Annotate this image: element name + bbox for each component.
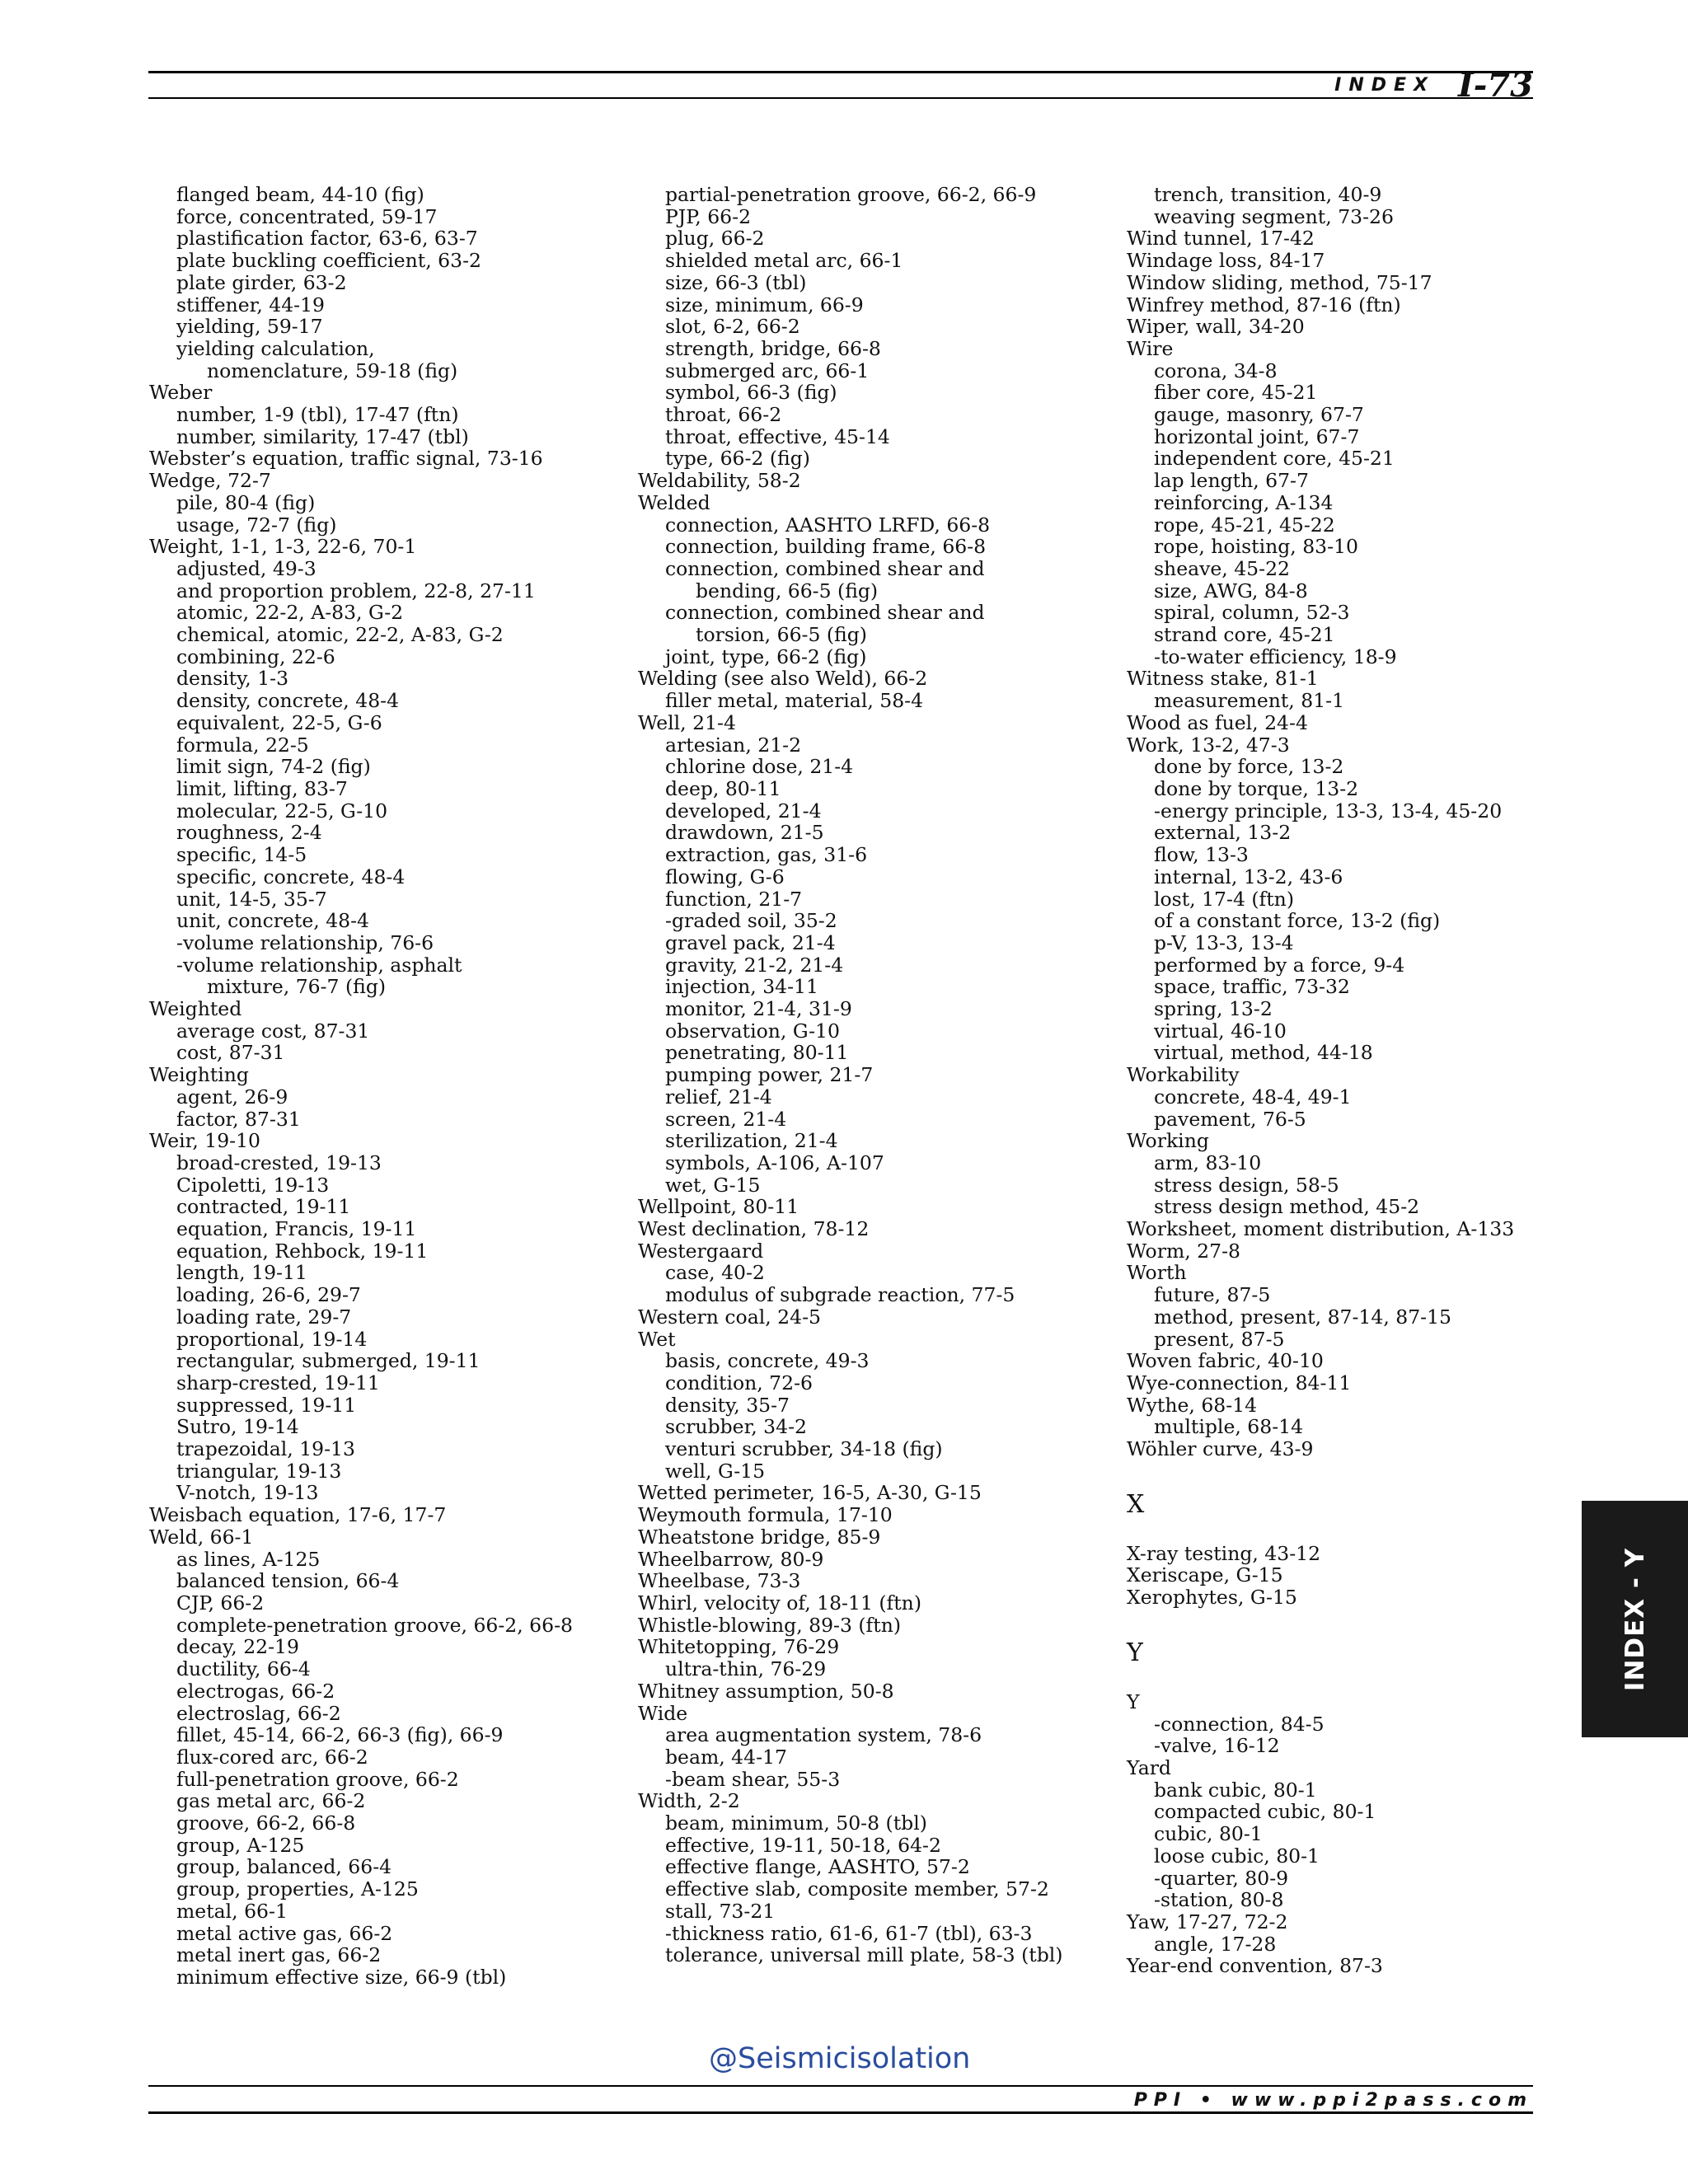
index-subentry: group, A-125 [176, 1833, 305, 1857]
index-subentry: beam, minimum, 50-8 (tbl) [665, 1811, 927, 1835]
index-subentry: -station, 80-8 [1154, 1888, 1284, 1912]
index-subentry: equivalent, 22-5, G-6 [176, 710, 382, 734]
index-section-letter: X [1127, 1489, 1145, 1519]
index-entry: Yaw, 17-27, 72-2 [1127, 1910, 1288, 1933]
index-entry: Whitetopping, 76-29 [638, 1635, 840, 1659]
index-subentry: sterilization, 21-4 [665, 1129, 838, 1153]
footer-publisher: PPI • www.ppi2pass.com [1133, 2089, 1533, 2111]
index-subentry: gravity, 21-2, 21-4 [665, 953, 844, 977]
index-subentry: -quarter, 80-9 [1154, 1866, 1289, 1890]
index-subentry: slot, 6-2, 66-2 [665, 315, 800, 339]
index-entry: Weldability, 58-2 [638, 469, 801, 493]
index-subentry: stress design method, 45-2 [1154, 1195, 1420, 1219]
index-subentry: done by torque, 13-2 [1154, 776, 1359, 800]
index-subentry: size, 66-3 (tbl) [665, 270, 807, 294]
index-subentry: broad-crested, 19-13 [176, 1151, 382, 1174]
index-subentry: loading rate, 29-7 [176, 1305, 352, 1329]
index-entry: Webster’s equation, traffic signal, 73-16 [149, 447, 543, 471]
index-subentry: symbols, A-106, A-107 [665, 1151, 884, 1174]
index-subentry: monitor, 21-4, 31-9 [665, 997, 852, 1021]
index-subentry: limit sign, 74-2 (fig) [176, 755, 371, 779]
index-subentry: internal, 13-2, 43-6 [1154, 865, 1343, 888]
index-subentry: specific, concrete, 48-4 [176, 865, 406, 888]
index-entry: Wire [1127, 336, 1174, 360]
index-entry: Working [1127, 1129, 1209, 1153]
index-subentry: effective flange, AASHTO, 57-2 [665, 1855, 970, 1879]
index-entry: Wheelbarrow, 80-9 [638, 1547, 824, 1571]
index-entry: Westergaard [638, 1239, 764, 1263]
index-subentry: screen, 21-4 [665, 1107, 787, 1131]
index-subentry: flux-cored arc, 66-2 [176, 1745, 368, 1769]
index-subentry: metal, 66-1 [176, 1899, 288, 1923]
index-subentry: sharp-crested, 19-11 [176, 1371, 380, 1394]
index-subentry: external, 13-2 [1154, 821, 1292, 845]
index-subentry: number, similarity, 17-47 (tbl) [176, 424, 469, 448]
index-entry: Y [1127, 1690, 1140, 1713]
index-entry: Xerophytes, G-15 [1127, 1586, 1297, 1610]
index-subentry: effective, 19-11, 50-18, 64-2 [665, 1833, 941, 1857]
running-head [1334, 65, 1533, 105]
index-subentry: ultra-thin, 76-29 [665, 1657, 827, 1681]
index-subentry: multiple, 68-14 [1154, 1415, 1304, 1439]
index-subentry: flanged beam, 44-10 (fig) [176, 183, 424, 206]
index-subentry: function, 21-7 [665, 887, 803, 911]
index-subentry: relief, 21-4 [665, 1085, 772, 1108]
index-subentry: complete-penetration groove, 66-2, 66-8 [176, 1613, 573, 1637]
index-subentry: -beam shear, 55-3 [665, 1767, 841, 1791]
index-subentry: drawdown, 21-5 [665, 821, 824, 845]
index-subentry: stress design, 58-5 [1154, 1173, 1339, 1197]
index-subentry: corona, 34-8 [1154, 359, 1278, 382]
index-subentry: size, minimum, 66-9 [665, 293, 864, 316]
index-subentry: artesian, 21-2 [665, 733, 802, 757]
index-subentry: sheave, 45-22 [1154, 556, 1290, 580]
index-subentry: agent, 26-9 [176, 1085, 288, 1108]
index-subentry: flow, 13-3 [1154, 843, 1249, 867]
index-subentry: spring, 13-2 [1154, 997, 1273, 1021]
section-spacer [1127, 1518, 1613, 1543]
index-entry: Western coal, 24-5 [638, 1305, 821, 1329]
index-subentry: usage, 72-7 (fig) [176, 513, 337, 537]
index-subentry: area augmentation system, 78-6 [665, 1723, 982, 1747]
watermark-text: @Seismicisolation [709, 2042, 971, 2075]
index-subentry: virtual, method, 44-18 [1154, 1041, 1373, 1065]
index-subentry: loading, 26-6, 29-7 [176, 1283, 361, 1307]
index-subentry: group, properties, A-125 [176, 1877, 419, 1901]
index-entry: Wood as fuel, 24-4 [1127, 710, 1308, 734]
section-spacer [1127, 1460, 1613, 1492]
index-subentry: average cost, 87-31 [176, 1019, 370, 1043]
index-subentry: chlorine dose, 21-4 [665, 755, 854, 779]
index-subentry: done by force, 13-2 [1154, 755, 1344, 779]
index-subentry: combining, 22-6 [176, 644, 335, 668]
index-entry: Wide [638, 1701, 688, 1725]
thumb-index-tab[interactable] [1582, 1501, 1688, 1737]
index-subentry: equation, Francis, 19-11 [176, 1217, 417, 1241]
index-subentry: flowing, G-6 [665, 865, 785, 888]
index-subentry: condition, 72-6 [665, 1371, 813, 1394]
index-entry: Wind tunnel, 17-42 [1127, 227, 1315, 251]
index-subentry: pile, 80-4 (fig) [176, 490, 316, 514]
index-subentry: -valve, 16-12 [1154, 1734, 1280, 1758]
index-entry: Work, 13-2, 47-3 [1127, 733, 1290, 757]
index-section-letter: Y [1127, 1638, 1143, 1667]
page-number: I-73 [1458, 65, 1533, 105]
index-subentry: present, 87-5 [1154, 1327, 1285, 1351]
index-subentry: reinforcing, A-134 [1154, 490, 1334, 514]
index-subentry: injection, 34-11 [665, 975, 818, 999]
index-subentry: Sutro, 19-14 [176, 1415, 299, 1439]
index-subentry: -thickness ratio, 61-6, 61-7 (tbl), 63-3 [665, 1921, 1033, 1945]
index-subentry: rope, 45-21, 45-22 [1154, 513, 1335, 537]
index-subentry: V-notch, 19-13 [176, 1481, 319, 1505]
index-subentry: spiral, column, 52-3 [1154, 601, 1350, 625]
index-subentry: virtual, 46-10 [1154, 1019, 1287, 1043]
index-subentry: well, G-15 [665, 1459, 766, 1483]
index-subentry: contracted, 19-11 [176, 1195, 351, 1219]
index-entry: Winfrey method, 87-16 (ftn) [1127, 293, 1401, 316]
index-subentry: joint, type, 66-2 (fig) [665, 644, 867, 668]
index-subentry: factor, 87-31 [176, 1107, 301, 1131]
index-subentry: and proportion problem, 22-8, 27-11 [176, 579, 536, 602]
index-subentry: -connection, 84-5 [1154, 1712, 1325, 1736]
index-entry: Well, 21-4 [638, 710, 736, 734]
index-subentry: observation, G-10 [665, 1019, 840, 1043]
index-subentry: suppressed, 19-11 [176, 1393, 357, 1417]
index-subentry: as lines, A-125 [176, 1547, 321, 1571]
index-subentry: mixture, 76-7 (fig) [207, 975, 387, 999]
index-entry: Wheelbase, 73-3 [638, 1569, 801, 1593]
index-subentry: cubic, 80-1 [1154, 1822, 1263, 1846]
index-subentry: -volume relationship, asphalt [176, 953, 462, 977]
index-subentry: tolerance, universal mill plate, 58-3 (tbl) [665, 1943, 1063, 1967]
index-subentry: unit, concrete, 48-4 [176, 909, 370, 933]
index-subentry: angle, 17-28 [1154, 1932, 1277, 1956]
index-subentry: nomenclature, 59-18 (fig) [207, 359, 458, 382]
index-entry: Wiper, wall, 34-20 [1127, 315, 1305, 339]
index-subentry: limit, lifting, 83-7 [176, 776, 348, 800]
index-subentry: proportional, 19-14 [176, 1327, 368, 1351]
index-subentry: type, 66-2 (fig) [665, 447, 810, 471]
index-subentry: bending, 66-5 (fig) [696, 579, 879, 602]
index-entry: Welded [638, 490, 710, 514]
index-subentry: lost, 17-4 (ftn) [1154, 887, 1294, 911]
index-subentry: partial-penetration groove, 66-2, 66-9 [665, 183, 1037, 206]
index-subentry: strand core, 45-21 [1154, 623, 1335, 647]
index-entry: Wye-connection, 84-11 [1127, 1371, 1352, 1394]
index-subentry: rope, hoisting, 83-10 [1154, 535, 1358, 559]
index-subentry: connection, AASHTO LRFD, 66-8 [665, 513, 991, 537]
index-subentry: rectangular, submerged, 19-11 [176, 1349, 481, 1373]
index-subentry: atomic, 22-2, A-83, G-2 [176, 601, 404, 625]
index-subentry: future, 87-5 [1154, 1283, 1271, 1307]
index-subentry: minimum effective size, 66-9 (tbl) [176, 1965, 507, 1989]
index-subentry: electroslag, 66-2 [176, 1701, 341, 1725]
section-spacer [1127, 1666, 1613, 1691]
index-subentry: scrubber, 34-2 [665, 1415, 807, 1439]
index-subentry: formula, 22-5 [176, 733, 309, 757]
index-subentry: -volume relationship, 76-6 [176, 930, 434, 954]
index-subentry: filler metal, material, 58-4 [665, 689, 924, 713]
index-subentry: torsion, 66-5 (fig) [696, 623, 867, 647]
index-entry: Weymouth formula, 17-10 [638, 1503, 893, 1527]
index-subentry: density, 1-3 [176, 667, 289, 691]
index-entry: Xeriscape, G-15 [1127, 1563, 1283, 1587]
index-subentry: density, concrete, 48-4 [176, 689, 400, 713]
index-subentry: venturi scrubber, 34-18 (fig) [665, 1437, 943, 1461]
index-subentry: of a constant force, 13-2 (fig) [1154, 909, 1441, 933]
index-subentry: yielding calculation, [176, 336, 375, 360]
index-subentry: unit, 14-5, 35-7 [176, 887, 327, 911]
index-subentry: compacted cubic, 80-1 [1154, 1800, 1376, 1824]
index-subentry: ductility, 66-4 [176, 1657, 311, 1681]
index-subentry: developed, 21-4 [665, 799, 822, 823]
index-subentry: metal inert gas, 66-2 [176, 1943, 382, 1967]
footer-rule-bottom [148, 2111, 1533, 2114]
index-entry: Woven fabric, 40-10 [1127, 1349, 1324, 1373]
index-subentry: gas metal arc, 66-2 [176, 1789, 366, 1813]
index-subentry: plug, 66-2 [665, 227, 765, 251]
index-subentry: lap length, 67-7 [1154, 469, 1309, 493]
index-column-1 [149, 184, 635, 1989]
index-subentry: triangular, 19-13 [176, 1459, 342, 1483]
index-subentry: trench, transition, 40-9 [1154, 183, 1382, 206]
index-subentry: independent core, 45-21 [1154, 447, 1395, 471]
index-subentry: shielded metal arc, 66-1 [665, 249, 903, 273]
header-rule-top [148, 71, 1533, 73]
index-subentry: force, concentrated, 59-17 [176, 204, 438, 228]
index-subentry: -to-water efficiency, 18-9 [1154, 644, 1397, 668]
index-subentry: concrete, 48-4, 49-1 [1154, 1085, 1352, 1108]
index-entry: Weld, 66-1 [149, 1525, 254, 1549]
index-entry: Weight, 1-1, 1-3, 22-6, 70-1 [149, 535, 417, 559]
index-entry: Weisbach equation, 17-6, 17-7 [149, 1503, 447, 1527]
index-entry: Wythe, 68-14 [1127, 1393, 1258, 1417]
index-column-3 [1127, 184, 1613, 1977]
index-entry: Wellpoint, 80-11 [638, 1195, 799, 1219]
index-subentry: balanced tension, 66-4 [176, 1569, 400, 1593]
index-subentry: space, traffic, 73-32 [1154, 975, 1350, 999]
index-subentry: fillet, 45-14, 66-2, 66-3 (fig), 66-9 [176, 1723, 504, 1747]
index-entry: Weighted [149, 997, 242, 1021]
index-subentry: metal active gas, 66-2 [176, 1921, 393, 1945]
index-entry: Workability [1127, 1063, 1240, 1087]
index-subentry: full-penetration groove, 66-2 [176, 1767, 459, 1791]
index-subentry: throat, 66-2 [665, 403, 782, 427]
index-entry: Wheatstone bridge, 85-9 [638, 1525, 881, 1549]
index-subentry: connection, combined shear and [665, 601, 985, 625]
index-subentry: horizontal joint, 67-7 [1154, 424, 1360, 448]
index-subentry: throat, effective, 45-14 [665, 424, 890, 448]
index-subentry: adjusted, 49-3 [176, 556, 316, 580]
index-entry: Wöhler curve, 43-9 [1127, 1437, 1314, 1461]
index-subentry: plate girder, 63-2 [176, 270, 347, 294]
index-subentry: symbol, 66-3 (fig) [665, 381, 837, 405]
index-subentry: chemical, atomic, 22-2, A-83, G-2 [176, 623, 504, 647]
index-subentry: length, 19-11 [176, 1261, 307, 1285]
index-subentry: density, 35-7 [665, 1393, 790, 1417]
index-subentry: connection, building frame, 66-8 [665, 535, 987, 559]
index-subentry: Cipoletti, 19-13 [176, 1173, 330, 1197]
index-entry: Whitney assumption, 50-8 [638, 1679, 894, 1703]
index-subentry: method, present, 87-14, 87-15 [1154, 1305, 1452, 1329]
index-entry: X-ray testing, 43-12 [1127, 1541, 1321, 1565]
index-subentry: measurement, 81-1 [1154, 689, 1345, 713]
index-entry: Windage loss, 84-17 [1127, 249, 1325, 273]
index-subentry: gravel pack, 21-4 [665, 930, 836, 954]
index-column-2 [638, 184, 1124, 1966]
index-entry: Wet [638, 1327, 676, 1351]
index-subentry: connection, combined shear and [665, 556, 985, 580]
index-subentry: yielding, 59-17 [176, 315, 323, 339]
index-subentry: trapezoidal, 19-13 [176, 1437, 355, 1461]
index-subentry: equation, Rehbock, 19-11 [176, 1239, 429, 1263]
thumb-tab-label: INDEX - Y [1620, 1547, 1650, 1691]
index-subentry: PJP, 66-2 [665, 204, 752, 228]
index-entry: Whirl, velocity of, 18-11 (ftn) [638, 1591, 921, 1615]
index-subentry: size, AWG, 84-8 [1154, 579, 1308, 602]
index-subentry: CJP, 66-2 [176, 1591, 265, 1615]
index-subentry: performed by a force, 9-4 [1154, 953, 1405, 977]
index-entry: Worth [1127, 1261, 1187, 1285]
index-subentry: bank cubic, 80-1 [1154, 1778, 1317, 1802]
index-subentry: gauge, masonry, 67-7 [1154, 403, 1364, 427]
index-subentry: submerged arc, 66-1 [665, 359, 870, 382]
index-subentry: beam, 44-17 [665, 1745, 787, 1769]
index-entry: Window sliding, method, 75-17 [1127, 270, 1432, 294]
index-subentry: penetrating, 80-11 [665, 1041, 849, 1065]
index-entry: West declination, 78-12 [638, 1217, 870, 1241]
index-subentry: loose cubic, 80-1 [1154, 1844, 1320, 1868]
index-subentry: group, balanced, 66-4 [176, 1855, 392, 1879]
index-entry: Welding (see also Weld), 66-2 [638, 667, 928, 691]
index-subentry: molecular, 22-5, G-10 [176, 799, 388, 823]
index-subentry: plastification factor, 63-6, 63-7 [176, 227, 478, 251]
header-rule-bottom [148, 97, 1533, 99]
index-entry: Year-end convention, 87-3 [1127, 1954, 1383, 1978]
index-subentry: decay, 22-19 [176, 1635, 299, 1659]
index-subentry: arm, 83-10 [1154, 1151, 1262, 1174]
index-entry: Width, 2-2 [638, 1789, 740, 1813]
index-subentry: stall, 73-21 [665, 1899, 776, 1923]
index-subentry: -graded soil, 35-2 [665, 909, 837, 933]
index-subentry: electrogas, 66-2 [176, 1679, 335, 1703]
index-subentry: plate buckling coefficient, 63-2 [176, 249, 481, 273]
index-subentry: -energy principle, 13-3, 13-4, 45-20 [1154, 799, 1503, 823]
index-subentry: weaving segment, 73-26 [1154, 204, 1394, 228]
index-entry: Wedge, 72-7 [149, 469, 271, 493]
index-subentry: cost, 87-31 [176, 1041, 285, 1065]
section-label: INDEX [1334, 74, 1436, 96]
index-subentry: groove, 66-2, 66-8 [176, 1811, 356, 1835]
index-subentry: deep, 80-11 [665, 776, 781, 800]
index-entry: Weir, 19-10 [149, 1129, 260, 1153]
footer-rule-top [148, 2085, 1533, 2087]
index-entry: Weber [149, 381, 213, 405]
index-subentry: case, 40-2 [665, 1261, 765, 1285]
index-subentry: roughness, 2-4 [176, 821, 322, 845]
index-subentry: pumping power, 21-7 [665, 1063, 874, 1087]
index-entry: Yard [1127, 1756, 1171, 1779]
index-entry: Whistle-blowing, 89-3 (ftn) [638, 1613, 902, 1637]
index-entry: Worm, 27-8 [1127, 1239, 1240, 1263]
index-entry: Worksheet, moment distribution, A-133 [1127, 1217, 1515, 1241]
index-subentry: p-V, 13-3, 13-4 [1154, 930, 1294, 954]
index-subentry: number, 1-9 (tbl), 17-47 (ftn) [176, 403, 459, 427]
section-spacer [1127, 1609, 1613, 1640]
index-entry: Wetted perimeter, 16-5, A-30, G-15 [638, 1481, 982, 1505]
index-subentry: pavement, 76-5 [1154, 1107, 1306, 1131]
index-entry: Witness stake, 81-1 [1127, 667, 1319, 691]
index-subentry: basis, concrete, 49-3 [665, 1349, 870, 1373]
index-subentry: modulus of subgrade reaction, 77-5 [665, 1283, 1015, 1307]
index-subentry: stiffener, 44-19 [176, 293, 326, 316]
index-subentry: wet, G-15 [665, 1173, 761, 1197]
index-subentry: extraction, gas, 31-6 [665, 843, 868, 867]
index-entry: Weighting [149, 1063, 249, 1087]
index-subentry: fiber core, 45-21 [1154, 381, 1318, 405]
index-subentry: effective slab, composite member, 57-2 [665, 1877, 1049, 1901]
index-subentry: specific, 14-5 [176, 843, 307, 867]
index-subentry: strength, bridge, 66-8 [665, 336, 881, 360]
